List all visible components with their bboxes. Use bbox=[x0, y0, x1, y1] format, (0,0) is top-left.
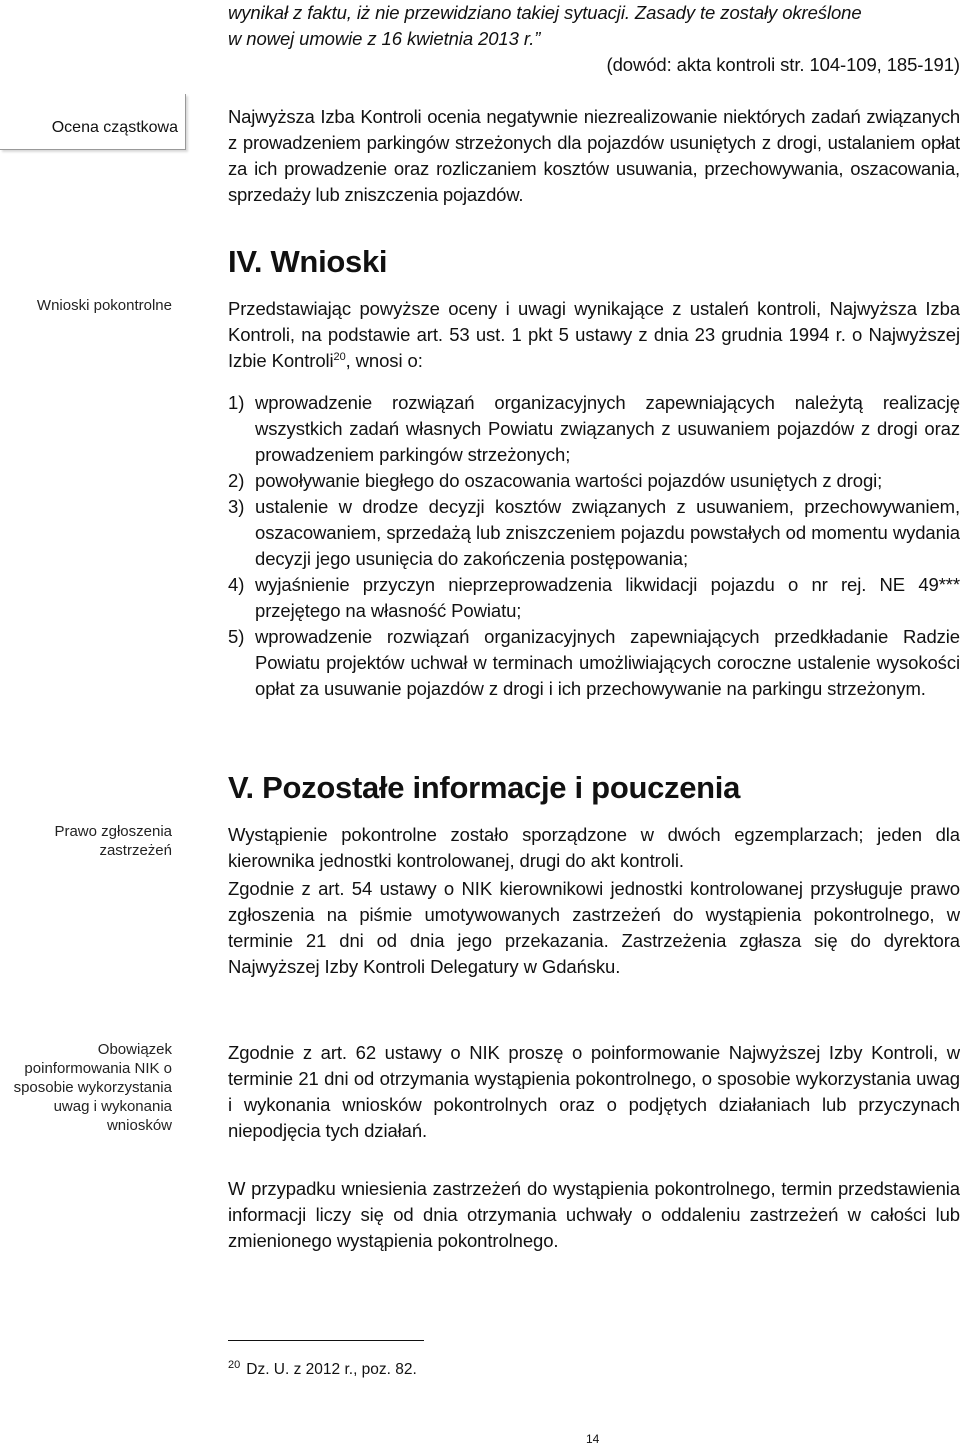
footnote-separator bbox=[228, 1340, 424, 1341]
footnote-number: 20 bbox=[228, 1358, 241, 1371]
list-item: 5) wprowadzenie rozwiązań organizacyjnych zapewniających przedkładanie Radzie Powiatu projektów uchwał w terminach umożliwiających coroczne ustalenie wysokości opłat za usuwanie pojazdów z drogi i ich przechowywanie na parkingu strzeżonym. bbox=[228, 626, 960, 699]
section-iv-intro-text: Przedstawiając powyższe oceny i uwagi wynikające z ustaleń kontroli, Najwyższa Izba Kontroli, na podstawie art. 53 ust. 1 pkt 5 ustawy z dnia 23 grudnia 1994 r. o Najwyższej Izbie Kontroli bbox=[228, 298, 960, 371]
top-fragment-line2: w nowej umowie z 16 kwietnia 2013 r.” bbox=[228, 28, 541, 49]
list-item: 1) wprowadzenie rozwiązań organizacyjnych zapewniających należytą realizację wszystkich zadań własnych Powiatu związanych z usuwaniem pojazdów z drogi oraz prowadzeniem parkingów strzeżonych; bbox=[228, 392, 960, 465]
list-item: 2) powoływanie biegłego do oszacowania wartości pojazdów usuniętych z drogi; bbox=[228, 470, 883, 491]
partial-assessment-text: Najwyższa Izba Kontroli ocenia negatywnie niezrealizowanie niektórych zadań związanych z prowadzeniem parkingów strzeżonych dla pojazdów usuniętych z drogi, ustalaniem opłat za ich prowadzenie oraz rozliczaniem kosztów usuwania, przechowywania, oszacowania, sprzedaży lub zniszczenia pojazdów. bbox=[228, 106, 960, 205]
margin-post-audit-conclusions: Wnioski pokontrolne bbox=[36, 297, 172, 314]
section-iv-intro-end: , wnosi o: bbox=[345, 350, 423, 371]
page-number: 14 bbox=[586, 1432, 600, 1446]
section-v-para2: Zgodnie z art. 54 ustawy o NIK kierownikowi jednostki kontrolowanej przysługuje prawo zgłoszenia na piśmie umotywowanych zastrzeżeń do wystąpienia pokontrolnego, w terminie 21 dni od dnia jego przekazania. Zastrzeżenia zgłasza się do dyrektora Najwyższej Izby Kontroli Delegatury w Gdańsku. bbox=[228, 878, 960, 977]
footnote bbox=[228, 1360, 417, 1380]
section-v-para3: Zgodnie z art. 62 ustawy o NIK proszę o poinformowanie Najwyższej Izby Kontroli, w terminie 21 dni od otrzymania wystąpienia pokontrolnego, o sposobie wykorzystania uwag i wykonania wniosków pokontrolnych oraz o podjętych działaniach lub przyczynach niepodjęcia tych działań. bbox=[228, 1042, 960, 1141]
section-v-para1: Wystąpienie pokontrolne zostało sporządzone w dwóch egzemplarzach; jeden dla kierownika jednostki kontrolowanej, drugi do akt kontroli. bbox=[228, 824, 960, 871]
footnote-ref: 20 bbox=[333, 350, 346, 363]
list-item: 3) ustalenie w drodze decyzji kosztów związanych z usuwaniem, przechowywaniem, oszacowaniem, sprzedażą lub zniszczeniem pojazdu powstałych od momentu wydania decyzji jego usunięcia do zakończenia postępowania; bbox=[228, 496, 960, 569]
section-v-heading: V. Pozostałe informacje i pouczenia bbox=[228, 770, 741, 805]
margin-obligation-to-inform: Obowiązek poinformowania NIK o sposobie wykorzystania uwag i wykonania wniosków bbox=[13, 1041, 172, 1134]
partial-assessment-label: Ocena cząstkowa bbox=[51, 119, 178, 136]
top-fragment bbox=[228, 0, 960, 52]
section-iv-intro bbox=[228, 296, 960, 374]
section-iv-heading: IV. Wnioski bbox=[228, 244, 388, 279]
section-v-para4: W przypadku wniesienia zastrzeżeń do wystąpienia pokontrolnego, termin przedstawienia informacji liczy się od dnia otrzymania uchwały o oddaleniu zastrzeżeń w całości lub zmienionego wystąpienia pokontrolnego. bbox=[228, 1178, 960, 1251]
list-item: 4) wyjaśnienie przyczyn nieprzeprowadzenia likwidacji pojazdu o nr rej. NE 49*** przejętego na własność Powiatu; bbox=[228, 574, 960, 621]
margin-right-to-object: Prawo zgłoszenia zastrzeżeń bbox=[54, 823, 172, 859]
top-fragment-line1: wynikał z faktu, iż nie przewidziano takiej sytuacji. Zasady te zostały określone bbox=[228, 2, 862, 23]
evidence-note: (dowód: akta kontroli str. 104-109, 185-191) bbox=[606, 54, 960, 75]
footnote-text: Dz. U. z 2012 r., poz. 82. bbox=[246, 1361, 417, 1378]
recommendations-list bbox=[228, 390, 960, 702]
